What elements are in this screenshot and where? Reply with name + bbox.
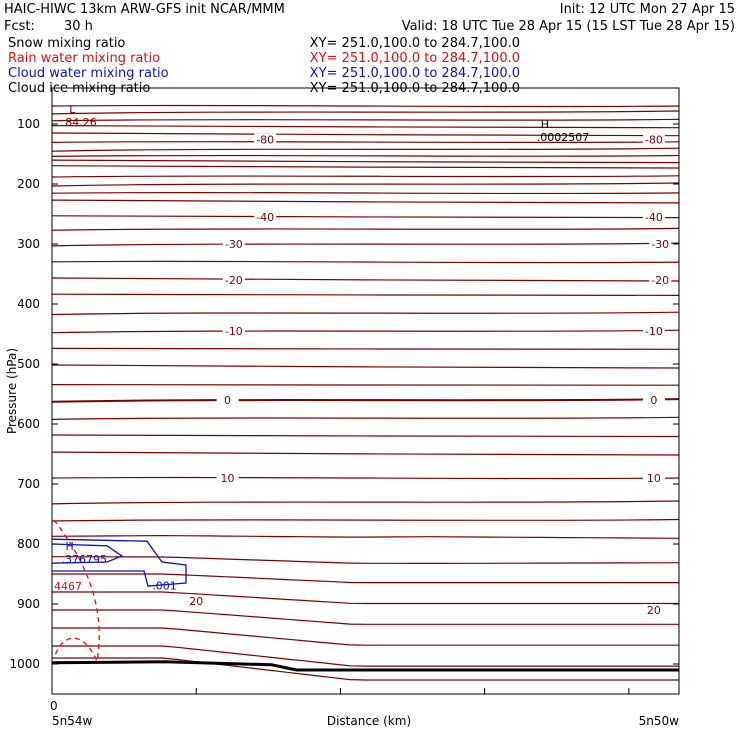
isotherm-line bbox=[52, 119, 679, 121]
field-rain-name: Rain water mixing ratio bbox=[8, 51, 161, 66]
isotherm-line bbox=[52, 155, 679, 156]
isotherm-line bbox=[52, 111, 679, 114]
isotherm-label: 20 bbox=[646, 604, 661, 617]
isotherm-line bbox=[52, 557, 679, 564]
isotherm-label: -20 bbox=[224, 274, 243, 287]
y-tick-label: 300 bbox=[17, 237, 40, 251]
y-tick-label: 400 bbox=[17, 297, 40, 311]
isotherm-label: 20 bbox=[189, 595, 204, 608]
extremum-marker: H bbox=[540, 118, 550, 131]
isotherm-line bbox=[52, 452, 679, 455]
isotherm-line bbox=[52, 126, 679, 128]
y-tick-label: 100 bbox=[17, 117, 40, 131]
y-tick-label: 600 bbox=[17, 417, 40, 431]
isotherm-line bbox=[52, 294, 679, 296]
field-cloudice-xy: XY= 251.0,100.0 to 284.7,100.0 bbox=[309, 81, 520, 96]
isotherm-line bbox=[52, 435, 679, 437]
model-title: HAIC-HIWC 13km ARW-GFS init NCAR/MMM bbox=[4, 2, 285, 17]
isotherm-line bbox=[52, 520, 679, 522]
isotherm-line bbox=[52, 399, 679, 402]
y-tick-label: 900 bbox=[17, 597, 40, 611]
extremum-marker: H bbox=[65, 539, 74, 553]
x-axis-label: Distance (km) bbox=[326, 714, 412, 728]
contour-labels bbox=[54, 103, 671, 617]
isotherm-line bbox=[52, 243, 679, 246]
forecast-label: Fcst: bbox=[4, 19, 35, 34]
isotherm-label: -10 bbox=[644, 325, 663, 338]
init-time: Init: 12 UTC Mon 27 Apr 15 bbox=[559, 2, 735, 17]
field-rain-xy: XY= 251.0,100.0 to 284.7,100.0 bbox=[309, 51, 520, 66]
isotherm-line bbox=[52, 183, 679, 186]
y-tick-label: 800 bbox=[17, 537, 40, 551]
isotherm-line bbox=[52, 228, 679, 230]
x-left-endpoint: 5n54w bbox=[52, 714, 93, 728]
field-cloudice-name: Cloud ice mixing ratio bbox=[8, 81, 151, 96]
y-axis-label: Pressure (hPa) bbox=[5, 347, 19, 435]
isotherm-label: -30 bbox=[651, 238, 670, 251]
isotherm-line bbox=[52, 365, 679, 368]
x-right-endpoint: 5n50w bbox=[638, 714, 679, 728]
field-cloudwater-name: Cloud water mixing ratio bbox=[8, 66, 169, 81]
isotherm-line bbox=[52, 628, 679, 645]
isotherm-label: -40 bbox=[644, 211, 663, 224]
forecast-hours: 30 h bbox=[64, 19, 93, 34]
extremum-value: .376795 bbox=[61, 552, 108, 566]
isotherm-label: -80 bbox=[644, 133, 663, 147]
isotherm-label: -80 bbox=[256, 133, 275, 147]
y-tick-label: 1000 bbox=[9, 657, 40, 671]
isotherm-line bbox=[52, 477, 679, 478]
isotherm-line bbox=[52, 312, 679, 314]
isotherm-line bbox=[52, 261, 679, 262]
isotherm-line bbox=[52, 536, 679, 539]
isotherm-line bbox=[52, 610, 679, 624]
isotherm-line bbox=[52, 105, 679, 106]
isotherm-line bbox=[52, 278, 679, 281]
isotherm-label: -30 bbox=[224, 238, 243, 251]
isotherm-lines bbox=[52, 105, 679, 680]
isotherm-label: 0 bbox=[224, 394, 232, 407]
x-tick-start: 0 bbox=[50, 699, 58, 713]
cloud-water-label: .001 bbox=[152, 579, 177, 593]
y-tick-label: 700 bbox=[17, 477, 40, 491]
field-snow-xy: XY= 251.0,100.0 to 284.7,100.0 bbox=[309, 36, 520, 51]
isotherm-line bbox=[52, 193, 679, 194]
isotherm-label: -40 bbox=[256, 211, 275, 224]
isotherm-line bbox=[52, 200, 679, 203]
field-cloudwater-xy: XY= 251.0,100.0 to 284.7,100.0 bbox=[309, 66, 520, 81]
isotherm-line bbox=[52, 592, 679, 604]
isotherm-line bbox=[52, 348, 679, 350]
isotherm-line bbox=[52, 148, 679, 151]
y-tick-label: 200 bbox=[17, 177, 40, 191]
isotherm-line bbox=[52, 417, 679, 419]
y-tick-label: 500 bbox=[17, 357, 40, 371]
isotherm-label: 0 bbox=[650, 394, 658, 407]
isotherm-line bbox=[52, 384, 679, 385]
isotherm-line bbox=[52, 330, 679, 333]
isotherm-label: -20 bbox=[651, 274, 670, 287]
extremum-marker: L bbox=[69, 103, 76, 116]
field-legend bbox=[8, 36, 520, 96]
field-snow-name: Snow mixing ratio bbox=[8, 36, 126, 51]
isotherm-line bbox=[52, 216, 679, 218]
extremum-value: 84.26 bbox=[65, 116, 97, 129]
isotherm-label: 10 bbox=[646, 472, 661, 485]
extremum-value: .0002507 bbox=[536, 131, 590, 144]
valid-time: Valid: 18 UTC Tue 28 Apr 15 (15 LST Tue 28 Apr 15) bbox=[401, 19, 735, 34]
isotherm-line bbox=[52, 160, 679, 163]
isotherm-line bbox=[52, 176, 679, 177]
isotherm-line bbox=[52, 166, 679, 169]
isotherm-line bbox=[52, 501, 679, 504]
extremum-value: 4467 bbox=[54, 579, 82, 593]
isotherm-label: 10 bbox=[220, 472, 235, 485]
isotherm-label: -10 bbox=[224, 325, 243, 338]
